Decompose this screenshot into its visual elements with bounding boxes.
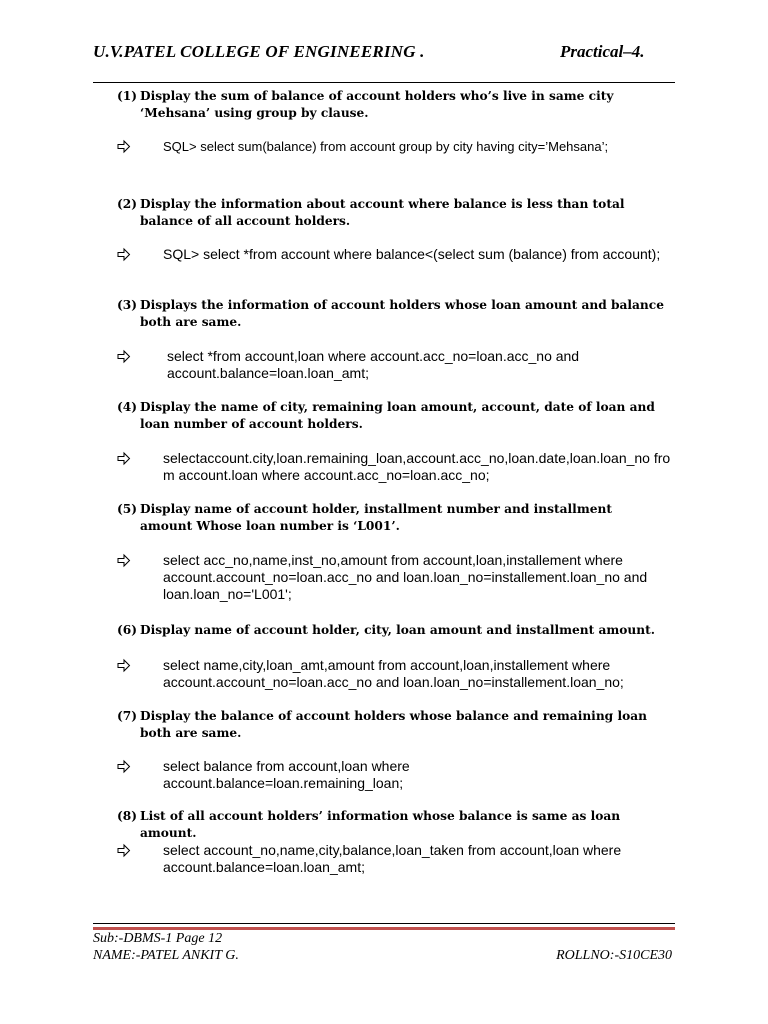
outline-right-arrow-icon bbox=[117, 552, 131, 569]
answer-4 bbox=[117, 450, 677, 484]
question-text: Display the information about account where balance is less than total balance of all account holders. bbox=[140, 197, 625, 228]
sql-answer: selectaccount.city,loan.remaining_loan,account.acc_no,loan.date,loan.loan_no from account.loan where account.acc_no=loan.acc_no; bbox=[163, 450, 671, 483]
question-2 bbox=[117, 196, 677, 230]
sql-answer: select acc_no,name,inst_no,amount from account,loan,installement where account.account_no=loan.acc_no and loan.loan_no=installement.loan_no and loan.loan_no='L001'; bbox=[163, 552, 648, 602]
header-rule bbox=[93, 82, 675, 83]
sql-answer: select account_no,name,city,balance,loan_taken from account,loan where account.balance=loan.loan_amt; bbox=[163, 842, 622, 875]
footer-roll-number: ROLLNO:-S10CE30 bbox=[556, 948, 672, 963]
question-text: List of all account holders’ information whose balance is same as loan amount. bbox=[140, 809, 621, 840]
question-8 bbox=[117, 808, 677, 842]
footer-rule-thin bbox=[93, 923, 675, 924]
answer-1 bbox=[117, 138, 677, 155]
outline-right-arrow-icon bbox=[117, 138, 131, 155]
sql-answer: select name,city,loan_amt,amount from account,loan,installement where account.account_no=loan.acc_no and loan.loan_no=installement.loan_no; bbox=[163, 657, 624, 690]
footer-student-name: NAME:-PATEL ANKIT G. bbox=[93, 948, 239, 963]
outline-right-arrow-icon bbox=[117, 246, 131, 263]
answer-6 bbox=[117, 657, 677, 691]
outline-right-arrow-icon bbox=[117, 758, 131, 775]
question-6 bbox=[117, 622, 677, 639]
question-text: Display the sum of balance of account holders who’s live in same city ‘Mehsana’ using group by clause. bbox=[140, 89, 614, 120]
question-number: (8) bbox=[117, 809, 138, 823]
question-text: Display name of account holder, city, loan amount and installment amount. bbox=[140, 623, 655, 637]
answer-8 bbox=[117, 842, 677, 876]
answer-5 bbox=[117, 552, 677, 603]
question-number: (2) bbox=[117, 197, 138, 211]
answer-3 bbox=[117, 348, 677, 382]
question-text: Display name of account holder, installment number and installment amount Whose loan number is ‘L001’. bbox=[140, 502, 612, 533]
outline-right-arrow-icon bbox=[117, 657, 131, 674]
question-number: (4) bbox=[117, 400, 138, 414]
practical-title: Practical–4. bbox=[560, 42, 645, 61]
sql-answer: SQL> select *from account where balance<(select sum (balance) from account); bbox=[163, 246, 661, 262]
question-4 bbox=[117, 399, 677, 433]
answer-7 bbox=[117, 758, 677, 792]
footer-subject: Sub:-DBMS-1 Page 12 bbox=[93, 931, 223, 946]
question-5 bbox=[117, 501, 677, 535]
question-text: Display the name of city, remaining loan amount, account, date of loan and loan number of account holders. bbox=[140, 400, 655, 431]
sql-answer: select *from account,loan where account.acc_no=loan.acc_no and account.balance=loan.loan_amt; bbox=[167, 348, 580, 381]
outline-right-arrow-icon bbox=[117, 348, 131, 365]
question-number: (5) bbox=[117, 502, 138, 516]
answer-2 bbox=[117, 246, 677, 263]
question-3 bbox=[117, 297, 677, 331]
sql-answer: select balance from account,loan where account.balance=loan.remaining_loan; bbox=[163, 758, 410, 791]
question-7 bbox=[117, 708, 677, 742]
question-number: (7) bbox=[117, 709, 138, 723]
outline-right-arrow-icon bbox=[117, 842, 131, 859]
sql-answer: SQL> select sum(balance) from account group by city having city=’Mehsana’; bbox=[163, 139, 609, 154]
question-number: (6) bbox=[117, 623, 138, 637]
college-title: U.V.PATEL COLLEGE OF ENGINEERING . bbox=[93, 42, 425, 61]
question-number: (1) bbox=[117, 89, 138, 103]
question-text: Display the balance of account holders whose balance and remaining loan both are same. bbox=[140, 709, 647, 740]
footer-rule-accent bbox=[93, 927, 675, 930]
question-number: (3) bbox=[117, 298, 138, 312]
outline-right-arrow-icon bbox=[117, 450, 131, 467]
question-1 bbox=[117, 88, 677, 122]
question-text: Displays the information of account holders whose loan amount and balance both are same. bbox=[140, 298, 664, 329]
